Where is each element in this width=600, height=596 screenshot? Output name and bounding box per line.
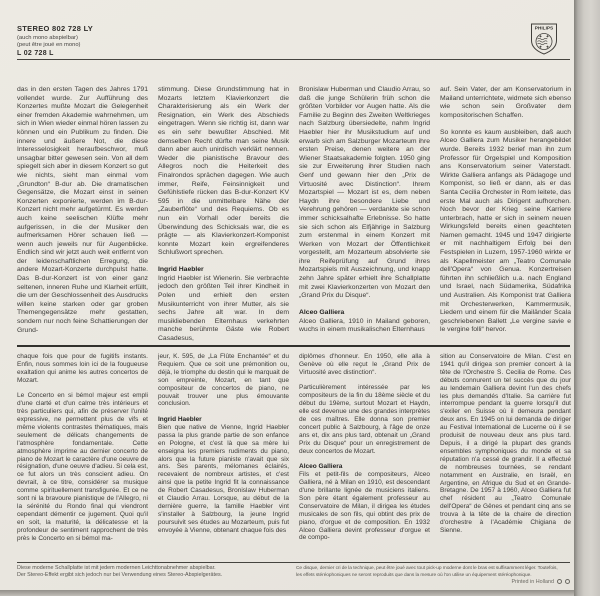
printed-label: Printed in Holland xyxy=(511,579,554,585)
french-column-3 xyxy=(299,353,430,547)
french-column-4 xyxy=(440,353,571,547)
notes-paragraph: jeur, K. 595, de „La Flûte Enchantée“ et du Requiem. Que ce soit une prémonition ou, déjà, le triomphe du destin qui le marquait de son empreinte, Mozart, en tant que compositeur de concertos de piano, ne pouvait trouver une plus émouvante conclusion. xyxy=(158,353,289,408)
notes-paragraph: auf. Sein Vater, der am Konservatorium in Mailand unterrichtete, widmete sich ebenso wie schon sein Großvater dem kompositorischen Schaffen. xyxy=(440,86,571,119)
philips-waves-icon xyxy=(538,38,548,44)
header-divider xyxy=(17,59,570,60)
catalog-number-mono: L 02 728 L xyxy=(17,50,54,57)
footer-divider xyxy=(17,562,570,563)
german-column-4 xyxy=(440,86,571,344)
french-column-2 xyxy=(158,353,289,547)
notes-paragraph: stimmung. Diese Grundstimmung hat in Mozarts letztem Klavierkonzert die Charakterisierung als ein Werk der Resignation, ein Werk des Abschieds eingetragen. Wenn sie richtig ist, dann war es ein sehr bewußter Abschied. Mit demselben Recht dürfte man seine Musik dann aber auch unirdisch verklärt nennen. Weder die pianistische Bravour des Allegros noch die Heiterkeit des Finalrondos sprächen dagegen. Wie auch immer, Reife, Feinsinnigkeit und Gefühlstiefe rücken das B-dur-Konzert KV 595 in die unmittelbare Nähe der „Zauberflöte“ und des Requiems. Ob es nun ein Vorhall oder bereits die Überwindung des Schicksals war, die es prägte — als Klavierkonzert-Komponist konnte Mozart kein ergreifenderes Schlußwort sprechen. xyxy=(158,86,289,257)
notes-paragraph: sition au Conservatoire de Milan. C'est en 1941 qu'il dirigea son premier concert à la tête de l'Orchestre S. Cecilia de Rome. Ces débuts connurent un tel succès que du jour au lendemain Galliera devint l'un des chefs les plus demandés d'Italie. Sa carrière fut interrompue pendant la guerre lorsqu'il dut s'exiler en Suisse où il demeura pendant deux ans. En 1945 on lui demanda de diriger au Festival International de Lucerne où il se produisit de nouveau deux ans plus tard. Depuis, il a dirigé la plupart des grands ensembles symphoniques du monde et sa réputation n'a cessé de grandir. Il a effectué de nombreuses tournées, se rendant notamment en Australie, en Israël, en Argentine, en Afrique du Sud et en Grande-Bretagne. De 1957 à 1960, Alceo Galliera fut chef résident au „Teatro Comunale dell'Opera“ de Gênes et pendant cinq ans se trouva à la tête de la chaire de direction d'orchestre à l'Académie Chigiana de Sienne. xyxy=(440,353,571,534)
playback-note-french-line1: Ce disque, dernier cri de la technique, peut être joué avec tout pick-up moderne dont le bras est suffisamment léger. Toutefois, xyxy=(296,566,558,571)
mono-note-french: (peut être joué en mono) xyxy=(17,42,81,48)
printer-mark-icon xyxy=(565,579,570,584)
notes-paragraph: Le Concerto en si bémol majeur est empli d'une clarté et d'un calme très intérieurs et très particuliers qui, afin de préserver l'unité expressive, ne permettent plus de vifs et même violents contrastes thématiques, mais seulement de délicats changements de l'atmosphère fondamentale. Cette atmosphère imprime au dernier concerto de piano de Mozart le caractère d'une oeuvre de résignation, d'une oeuvre d'adieu. Si cela est, ce fut alors un très conscient adieu. On devrait, à ce titre, considérer sa musique comme spirituellement transfigurée. Et ce ne sont ni la bravoure pianistique de l'Allegro, ni la sérénité du Rondo final qui viendront cependant démentir ce jugement. Quoi qu'il en soit, la maturité, la délicatesse et la profondeur de sentiment rapprochent de très près le Concerto en si bémol ma- xyxy=(17,392,148,542)
philips-wordmark: PHILIPS xyxy=(534,26,554,32)
playback-note-german-line2: Der Stereo-Effekt ergibt sich jedoch nur bei Verwendung eines Stereo-Abspielgerätes. xyxy=(17,572,223,578)
german-notes-section xyxy=(0,86,574,344)
printer-mark-icon xyxy=(557,579,562,584)
philips-logo xyxy=(530,22,558,56)
heading-alceo-galliera-fr: Alceo Galliera xyxy=(299,463,343,471)
playback-note-french-line2: les effets stéréophoniques ne seront reproduits que dans la mesure où l'on utilise un équipement stéréophonique. xyxy=(296,573,532,578)
playback-note-german xyxy=(17,565,289,579)
playback-note-german-line1: Diese moderne Schallplatte ist mit jedem modernen Leichttonabnehmer abspielbar. xyxy=(17,565,216,571)
heading-alceo-galliera-de: Alceo Galliera xyxy=(299,309,345,317)
french-notes-section xyxy=(0,353,574,547)
notes-paragraph: diplômes d'honneur. En 1950, elle alla à Genève où elle reçut le „Grand Prix de Virtuosité avec distinction“. xyxy=(299,353,430,376)
notes-paragraph: Fils et petit-fils de compositeurs, Alceo Galliera, né à Milan en 1910, est descendant d'une brillante lignée de musiciens italiens. Son père étant également professeur au Conservatoire de Milan, il dirigea les études musicales de son fils, qui obtint des prix de piano, d'orgue et de composition. En 1932 Alceo Galliera devint professeur d'orgue et de compo- xyxy=(299,471,430,542)
notes-paragraph: chaque fois que pour de fugitifs instants. Enfin, nous sommes loin ici de la fougueuse exaltation qui anime les autres concertos de Mozart. xyxy=(17,353,148,384)
notes-paragraph: Alceo Galliera, 1910 in Mailand geboren, wuchs in einem musikalischen Elternhaus xyxy=(299,317,430,334)
mono-note-german: (auch mono abspielbar) xyxy=(17,34,78,41)
german-column-3 xyxy=(299,86,430,344)
scan-background-right xyxy=(574,0,600,596)
catalog-number-stereo: STEREO 802 728 LY xyxy=(17,24,94,33)
playback-note-french xyxy=(296,565,570,579)
notes-paragraph: Particulièrement intéressée par les compositeurs de la fin du 18ème siècle et du début du 19ème, surtout Mozart et Haydn, elle est devenue une des grandes interprètes de ces maîtres. Elle donna son premier concert public à Salzbourg, à l'âge de onze ans et, dix ans plus tard, obtenait un „Grand Prix du Disque“ pour un enregistrement de deux concertos de Mozart. xyxy=(299,384,430,455)
catalog-block xyxy=(17,24,558,57)
heading-ingrid-haebler-fr: Ingrid Haebler xyxy=(158,416,202,424)
notes-paragraph: So konnte es kaum ausbleiben, daß auch Alceo Galliera zum Musiker herangebildet wurde. Bereits 1932 berief man ihn zum Professor für Orgelspiel und Komposition ans Konservatorium seiner Vaterstadt. Wirkte Galliera anfangs als Pädagoge und Komponist, so ließ er dann, als er das Santa Cecilia Orchester in Rom leitete, das erste Mal auch als Dirigent aufhorchen. Noch bevor der Krieg seine Karriere unterbrach, hatte er sich in seinem neuen Wirkungsfeld bereits einen geachteten Namen gemacht. 1945 und 1947 dirigierte er mit nachhaltigem Erfolg bei den Festspielen in Luzern, 1957-1960 wirkte er als Kapellmeister am „Teatro Comunale dell'Opera“ von Genua. Konzertreisen führten ihn schließlich u.a. nach England und Israel, nach Südamerika, Südafrika und Australien. Als Komponist trat Galliera mit Orchesterwerken, Kammermusik, Liedern und einem für die Mailänder Scala geschriebenen Ballett „Le vergine savie e le vergine folli“ hervor. xyxy=(440,128,571,334)
section-divider xyxy=(17,345,570,347)
notes-paragraph: Bien que native de Vienne, Ingrid Haebler passa la plus grande partie de son enfance en Pologne, et c'est là que sa mère lui enseigna les premiers rudiments du piano, alors que la future pianiste n'avait que six ans. Ses parents, mélomanes éclairés, recevaient de nombreux artistes, et c'est ainsi que la petite Ingrid fit la connaissance de Robert Casadesus, Bronislaw Huberman et Claudio Arrau. Lorsque, au début de la dernière guerre, la famille Haebler vint s'installer à Salzbourg, la jeune Ingrid poursuivit ses études au Mozarteum, puis fut envoyée à Vienne, obtenant chaque fois des xyxy=(158,423,289,534)
heading-ingrid-haebler-de: Ingrid Haebler xyxy=(158,266,204,274)
masthead xyxy=(17,24,558,58)
notes-paragraph: das in den ersten Tagen des Jahres 1791 vollendet wurde. Zur Aufführung des Konzertes mußte Mozart die Gelegenheit einer fremden Akademie wahrnehmen, um sich in Wien wieder einmal hören lassen zu können und ein Publikum zu finden. Die innere und äußere Not, die diese Interesselosigkeit heraufbeschwor, muß unsagbar bitter gewesen sein. Von all dem spiegelt sich aber in diesem Konzert so gut wie nichts, sieht man einmal vom „Grundton“ B-dur ab. Die dramatischen Gegensätze, die Mozart einst in seinen Konzerten exponierte, werden im B-dur-Konzert nicht mehr aufgetürmt. Es werden auch keine seelischen Klüfte mehr aufgerissen, in die der Musiker den aufmerksamen Hörer schauen ließ — wenn auch jeweils nur für Augenblicke. Endlich sind wir jetzt auch weit entfernt von der leidenschaftlichen Erregung, die andere Mozart-Konzerte durchpulst hatte. Das B-dur-Konzert ist von einer ganz seltenen, inneren Ruhe und Klarheit erfüllt, die um der Geschlossenheit des Ausdrucks willen keine starken oder gar groben Themengegensätze mehr gestatten, sondern nur noch feine Schattierungen der Grund- xyxy=(17,86,148,334)
notes-paragraph: Bronislaw Huberman und Claudio Arrau, so daß die junge Schülerin früh schon die größten Vorbilder vor Augen hatte. Als die Familie zu Beginn des Zweiten Weltkrieges nach Salzburg übersiedelte, nahm Ingrid Haebler hier ihr Musikstudium auf und erwarb sich am Salzburger Mozarteum ihre ersten Preise, denen weitere an der Wiener Staatsakademie folgten. 1950 ging sie zur Erweiterung ihrer Studien nach Genf und gewann hier den „Prix de Virtuosité avec Distinction“. Ihrem Mozartspiel — Mozart ist es, dem neben Haydn ihre besondere Liebe und Verehrung gehören — verdankte sie schon immer schicksalhafte Erlebnisse. So hatte sie sich schon als Elfjährige in Salzburg zum erstenmal in einem Konzert mit Werken von Mozart der Öffentlichkeit vorgestellt, am Mozarteum absolvierte sie ihre Reifeprüfung auf Grund ihres Mozartspiels mit Auszeichnung, und knapp zehn Jahre später erhielt ihre Schallplatte mit zwei Klavierkonzerten von Mozart den „Grand Prix du Disque“. xyxy=(299,86,430,300)
french-column-1 xyxy=(17,353,148,547)
printed-in-holland xyxy=(430,579,570,585)
scan-background-bottom xyxy=(0,590,574,596)
german-column-2 xyxy=(158,86,289,344)
philips-shield-icon xyxy=(530,22,558,56)
german-column-1 xyxy=(17,86,148,344)
notes-paragraph: Ingrid Haebler ist Wienerin. Sie verbrachte jedoch den größten Teil ihrer Kindheit in Polen und erhielt den ersten Musikunterricht von ihrer Mutter, als sie sechs Jahre alt war. In dem musikliebenden Elternhaus verkehrten manche berühmte Gäste wie Robert Casadesus, xyxy=(158,274,289,343)
